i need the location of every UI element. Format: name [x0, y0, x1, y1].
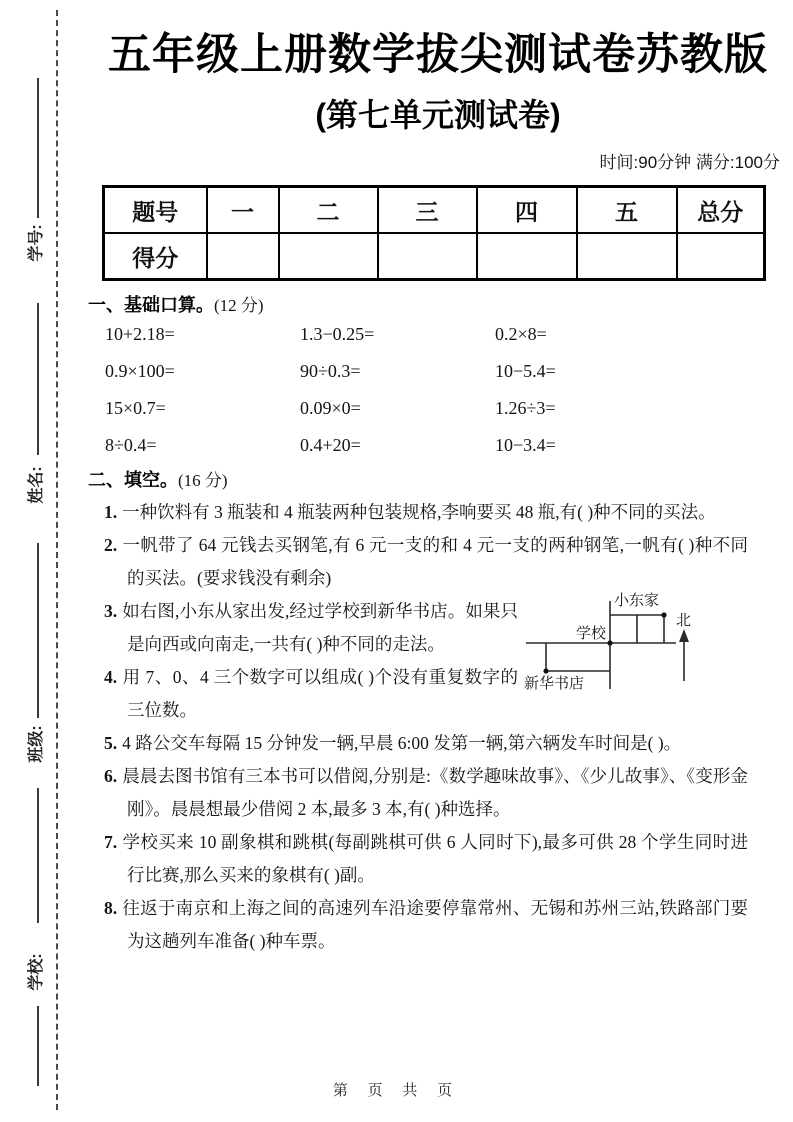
fill-item-7	[104, 826, 748, 892]
score-table-header: 三	[378, 187, 477, 234]
margin-field-school: 学校:	[27, 953, 45, 991]
item-text: 往返于南京和上海之间的高速列车沿途要停靠常州、无锡和苏州三站,铁路部门要为这趟列车准备( )种车票。	[122, 898, 748, 951]
main-content	[88, 0, 788, 958]
score-table-header: 四	[477, 187, 577, 234]
exam-time-score-meta: 时间:90分钟 满分:100分	[599, 153, 780, 172]
item-number: 8.	[104, 898, 118, 918]
oral-problem: 0.09×0=	[300, 398, 361, 418]
score-table-score-row	[104, 233, 765, 280]
margin-fill-line	[37, 1006, 39, 1086]
section-oral-title: 一、基础口算。	[88, 295, 214, 315]
item-number: 7.	[104, 832, 118, 852]
score-table-header: 二	[279, 187, 378, 234]
items-with-diagram	[104, 595, 748, 727]
score-table	[102, 185, 766, 281]
label-bookstore: 新华书店	[524, 676, 585, 692]
score-table-header: 一	[207, 187, 279, 234]
margin-fill-line	[37, 788, 39, 923]
item-text: 如右图,小东从家出发,经过学校到新华书店。如果只是向西或向南走,一共有( )种不同的走法。	[122, 601, 518, 654]
page-footer: 第 页 共 页	[332, 1083, 461, 1099]
oral-problem: 8÷0.4=	[105, 435, 157, 455]
item-number: 4.	[104, 667, 118, 687]
item-text: 用 7、0、4 三个数字可以组成( )个没有重复数字的三位数。	[122, 667, 518, 720]
oral-problem: 10−3.4=	[495, 435, 556, 455]
item-number: 6.	[104, 766, 118, 786]
north-arrow-icon	[679, 629, 689, 681]
section-oral-points: (12 分)	[214, 296, 264, 315]
item-text: 4 路公交车每隔 15 分钟发一辆,早晨 6:00 发第一辆,第六辆发车时间是( )。	[122, 733, 682, 753]
score-cell	[207, 233, 279, 280]
score-cell	[279, 233, 378, 280]
section-fill-heading	[88, 468, 788, 494]
fill-item-6	[104, 760, 748, 826]
margin-fill-line	[37, 303, 39, 455]
item-text: 一种饮料有 3 瓶装和 4 瓶装两种包装规格,李响要买 48 瓶,有( )种不同的买法。	[122, 502, 716, 522]
score-cell	[677, 233, 765, 280]
item-text: 一帆带了 64 元钱去买钢笔,有 6 元一支的和 4 元一支的两种钢笔,一帆有( )种不同的买法。(要求钱没有剩余)	[122, 535, 748, 588]
score-row-label: 得分	[104, 233, 207, 280]
item-number: 5.	[104, 733, 118, 753]
section-fill-points: (16 分)	[178, 471, 228, 490]
score-cell	[477, 233, 577, 280]
score-table-header: 题号	[104, 187, 207, 234]
item-number: 2.	[104, 535, 118, 555]
fill-item-8	[104, 892, 748, 958]
margin-divider-line	[56, 10, 58, 1110]
fill-item-5	[104, 727, 748, 760]
item-text: 学校买来 10 副象棋和跳棋(每副跳棋可供 6 人同时下),最多可供 28 个学生同时进行比赛,那么买来的象棋有( )副。	[122, 832, 748, 885]
section-fill-title: 二、填空。	[88, 470, 178, 490]
score-table-header: 五	[577, 187, 677, 234]
section-oral-heading	[88, 293, 788, 319]
oral-problem: 10+2.18=	[105, 324, 175, 344]
item-number: 1.	[104, 502, 118, 522]
oral-problem: 1.3−0.25=	[300, 324, 375, 344]
margin-field-name: 姓名:	[27, 466, 45, 504]
margin-fill-line	[37, 78, 39, 218]
label-north: 北	[676, 613, 692, 629]
margin-field-student-id: 学号:	[27, 224, 45, 262]
oral-problem: 10−5.4=	[495, 361, 556, 381]
margin-fill-line	[37, 543, 39, 718]
item-number: 3.	[104, 601, 118, 621]
score-table-header: 总分	[677, 187, 765, 234]
oral-problems-grid	[88, 323, 788, 456]
oral-problem: 0.9×100=	[105, 361, 175, 381]
fill-item-1	[104, 496, 748, 529]
oral-problem: 1.26÷3=	[495, 398, 556, 418]
oral-problem: 0.4+20=	[300, 435, 361, 455]
label-school: 学校	[575, 626, 606, 642]
item-text: 晨晨去图书馆有三本书可以借阅,分别是:《数学趣味故事》、《少儿故事》、《变形金刚》。晨晨想最少借阅 2 本,最多 3 本,有( )种选择。	[122, 766, 748, 819]
oral-problem: 90÷0.3=	[300, 361, 361, 381]
page-title: 五年级上册数学拔尖测试卷苏教版	[108, 31, 768, 79]
margin-field-class: 班级:	[27, 725, 45, 763]
fill-items	[88, 496, 788, 958]
route-map-figure	[524, 589, 702, 693]
oral-problem: 0.2×8=	[495, 324, 547, 344]
label-home: 小东家	[614, 593, 660, 609]
score-cell	[378, 233, 477, 280]
score-cell	[577, 233, 677, 280]
oral-problem: 15×0.7=	[105, 398, 166, 418]
page-subtitle: (第七单元测试卷)	[315, 97, 561, 133]
fill-item-2	[104, 529, 748, 595]
score-table-header-row	[104, 187, 765, 234]
